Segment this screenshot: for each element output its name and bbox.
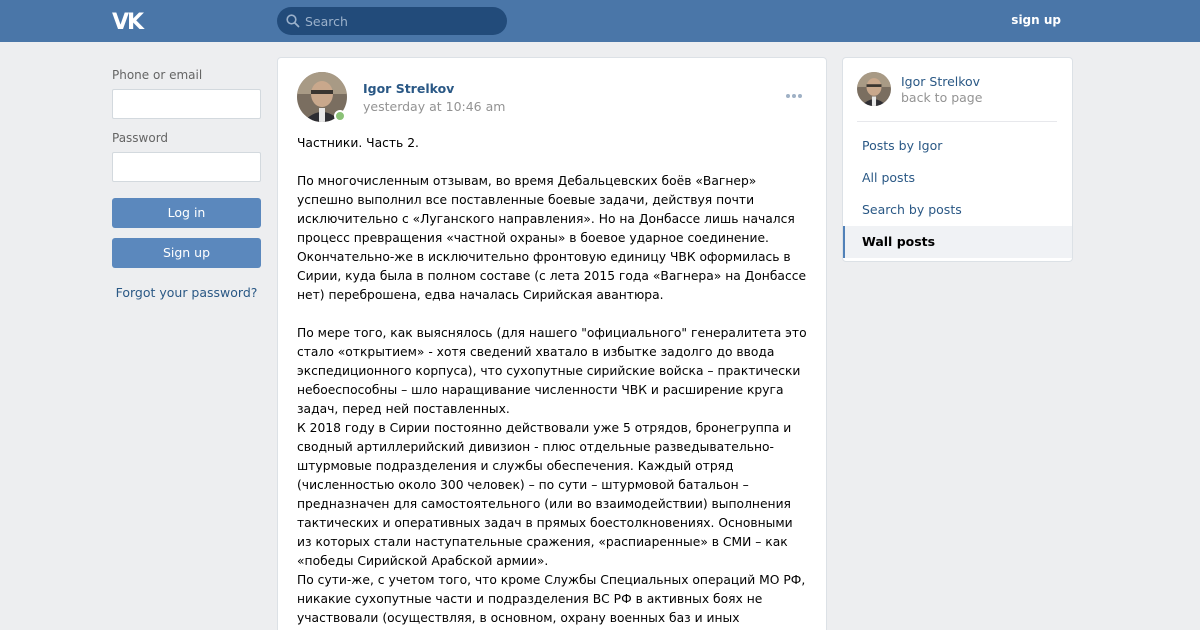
menu-item-all-posts[interactable]: All posts [862, 170, 915, 185]
post-paragraph: По сути-же, с учетом того, что кроме Службы Специальных операций МО РФ, никакие сухопутные части и подразделения ВС РФ в активных боях не участвовали (осуществляя, в основном, охрану военных баз и иных [297, 573, 806, 625]
side-profile-name[interactable]: Igor Strelkov [901, 74, 981, 89]
back-to-page-link[interactable]: back to page [901, 90, 983, 105]
post-paragraph: По многочисленным отзывам, во время Дебальцевских боёв «Вагнер» успешно выполнил все поставленные боевые задачи, действуя почти исключительно с «Луганского направления». Но на Донбассе лишь начался процесс превращения «частной охраны» в боевое ударное соединение. Окончательно-же в исключительно фронтовую единицу ЧВК оформилась в Сирии, куда была в полном составе (с лета 2015 года «Вагнера» на Донбассе нет) переброшена, едва началась Сирийская авантюра. [297, 174, 807, 302]
post-paragraph: По мере того, как выяснялось (для нашего "официального" генералитета это стало «открытием» - хотя сведений хватало в избытке задолго до ввода экспедиционного корпуса), что сухопутные сирийские войска – практически небоеспособны – шло наращивание численности ЧВК и расширение круга задач, перед ней поставленных. [297, 326, 807, 416]
post-author-link[interactable]: Igor Strelkov [363, 81, 455, 96]
search-box[interactable] [277, 7, 507, 35]
search-icon [286, 14, 300, 28]
login-panel [112, 56, 261, 300]
top-header [0, 0, 1200, 42]
side-menu-panel [842, 57, 1073, 262]
forgot-password-link[interactable]: Forgot your password? [115, 285, 258, 300]
divider [857, 121, 1057, 122]
menu-item-search-posts[interactable]: Search by posts [862, 202, 962, 217]
more-options-icon[interactable] [786, 87, 806, 93]
password-label: Password [112, 131, 169, 145]
side-avatar[interactable] [857, 72, 891, 106]
side-menu [843, 130, 1072, 258]
phone-label: Phone or email [112, 68, 203, 82]
post-text [297, 134, 809, 628]
online-indicator [334, 110, 346, 122]
signup-button[interactable]: Sign up [112, 238, 261, 268]
header-signup-link[interactable]: sign up [1011, 13, 1061, 27]
vk-logo-icon[interactable] [112, 10, 146, 32]
login-button[interactable]: Log in [112, 198, 261, 228]
wall-post [277, 57, 827, 630]
password-input[interactable] [112, 152, 261, 182]
search-input[interactable] [305, 7, 500, 35]
post-date[interactable]: yesterday at 10:46 am [363, 99, 506, 114]
phone-email-input[interactable] [112, 89, 261, 119]
svg-text:VK: VK [112, 10, 143, 32]
menu-item-wall-posts[interactable]: Wall posts [843, 226, 1072, 258]
post-paragraph: К 2018 году в Сирии постоянно действовали уже 5 отрядов, бронегруппа и сводный артиллерийский дивизион - плюс отдельные разведывательно-штурмовые подразделения и службы обеспечения. Каждый отряд (численностью около 300 человек) – по сути – штурмовой батальон – предназначен для самостоятельного (или во взаимодействии) выполнения тактических и оперативных задач в прямых боестолкновениях. Основными из которых стали наступательные сражения, «распиаренные» в СМИ – как «победы Сирийской Арабской армии». [297, 421, 793, 568]
menu-item-posts-by-igor[interactable]: Posts by Igor [862, 138, 943, 153]
post-paragraph: Частники. Часть 2. [297, 136, 419, 150]
